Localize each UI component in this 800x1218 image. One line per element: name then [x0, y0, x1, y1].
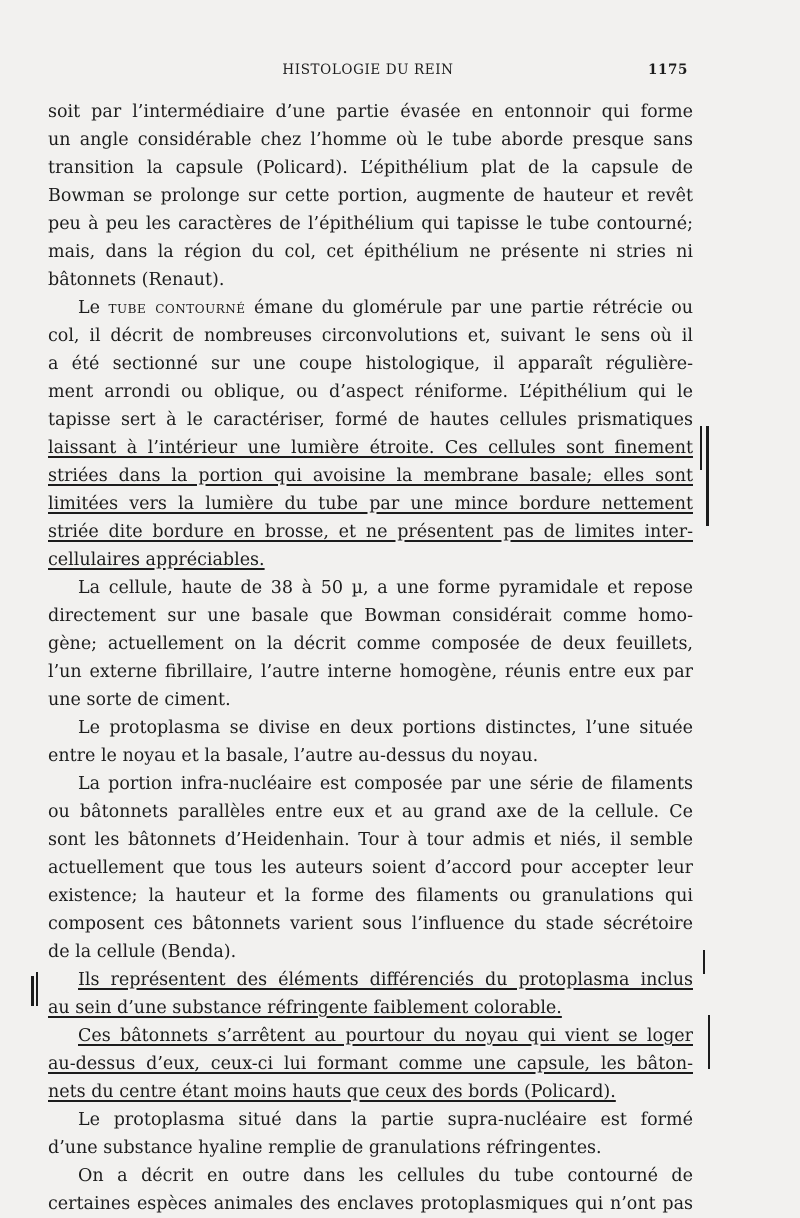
text-line: sont les bâtonnets d’Heidenhain. Tour à tour admis et niés, il semble	[48, 830, 693, 850]
body-text	[48, 98, 693, 1218]
running-title: HISTOLOGIE DU REIN	[282, 62, 454, 78]
text-line: col, il décrit de nombreuses circonvolutions et, suivant le sens où il	[48, 326, 693, 346]
text-line: Le protoplasma se divise en deux portions distinctes, l’une située	[78, 718, 693, 738]
text-line: au-dessus d’eux, ceux-ci lui formant comme une capsule, les bâton-	[48, 1054, 693, 1074]
text-line: composent ces bâtonnets varient sous l’influence du stade sécrétoire	[48, 914, 693, 934]
margin-bar-left-2	[36, 972, 38, 1006]
margin-bar-right-1	[706, 426, 709, 526]
text-line: actuellement que tous les auteurs soient d’accord pour accepter leur	[48, 858, 693, 878]
margin-bar-left-1	[31, 976, 34, 1006]
text-line: peu à peu les caractères de l’épithélium qui tapisse le tube contourné;	[48, 214, 693, 234]
text-line: cellulaires appréciables.	[48, 550, 265, 570]
running-header	[48, 62, 688, 86]
section-term: tube contourné	[108, 298, 246, 318]
text-line: La portion infra-nucléaire est composée par une série de filaments	[78, 774, 693, 794]
text-line: gène; actuellement on la décrit comme composée de deux feuillets,	[48, 634, 693, 654]
margin-bar-right-4	[708, 1015, 710, 1069]
text-line: ou bâtonnets parallèles entre eux et au grand axe de la cellule. Ce	[48, 802, 693, 822]
text-line: certaines espèces animales des enclaves protoplasmiques qui n’ont pas	[48, 1194, 693, 1214]
line-segment: Le	[78, 298, 109, 318]
text-line: ment arrondi ou oblique, ou d’aspect réniforme. L’épithélium qui le	[48, 382, 693, 402]
text-line: de la cellule (Benda).	[48, 942, 237, 962]
text-line: nets du centre étant moins hauts que ceux des bords (Policard).	[48, 1082, 616, 1102]
text-line: Bowman se prolonge sur cette portion, augmente de hauteur et revêt	[48, 186, 693, 206]
text-line: une sorte de ciment.	[48, 690, 231, 710]
text-line: l’un externe fibrillaire, l’autre interne homogène, réunis entre eux par	[48, 662, 693, 682]
text-line: un angle considérable chez l’homme où le tube aborde presque sans	[48, 130, 693, 150]
text-line: Ces bâtonnets s’arrêtent au pourtour du noyau qui vient se loger	[78, 1026, 693, 1046]
text-line: bâtonnets (Renaut).	[48, 270, 225, 290]
text-line: On a décrit en outre dans les cellules du tube contourné de	[78, 1166, 693, 1186]
text-line: Ils représentent des éléments différenciés du protoplasma inclus	[78, 970, 693, 990]
text-line: Le protoplasma situé dans la partie supra-nucléaire est formé	[78, 1110, 693, 1130]
text-line: soit par l’intermédiaire d’une partie évasée en entonnoir qui forme	[48, 102, 693, 122]
text-line: tapisse sert à le caractériser, formé de hautes cellules prismatiques	[48, 410, 693, 430]
text-line: a été sectionné sur une coupe histologique, il apparaît régulière-	[48, 354, 693, 374]
text-line: directement sur une basale que Bowman considérait comme homo-	[48, 606, 693, 626]
line-segment: émane du glomérule par une partie rétrécie ou	[245, 298, 693, 318]
text-line: striée dite bordure en brosse, et ne présentent pas de limites inter-	[48, 522, 693, 542]
text-line: d’une substance hyaline remplie de granulations réfringentes.	[48, 1138, 602, 1158]
text-line: limitées vers la lumière du tube par une mince bordure nettement	[48, 494, 693, 514]
text-line: au sein d’une substance réfringente faiblement colorable.	[48, 998, 562, 1018]
text-line	[48, 294, 693, 322]
margin-bar-right-3	[703, 950, 705, 974]
text-line: transition la capsule (Policard). L’épithélium plat de la capsule de	[48, 158, 693, 178]
text-line: striées dans la portion qui avoisine la membrane basale; elles sont	[48, 466, 693, 486]
text-line: laissant à l’intérieur une lumière étroite. Ces cellules sont finement	[48, 438, 693, 458]
text-line: existence; la hauteur et la forme des filaments ou granulations qui	[48, 886, 693, 906]
margin-bar-right-2	[700, 426, 702, 470]
text-line: mais, dans la région du col, cet épithélium ne présente ni stries ni	[48, 242, 693, 262]
page-number: 1175	[648, 62, 688, 78]
text-line: La cellule, haute de 38 à 50 µ, a une forme pyramidale et repose	[78, 578, 693, 598]
text-line: entre le noyau et la basale, l’autre au-dessus du noyau.	[48, 746, 539, 766]
